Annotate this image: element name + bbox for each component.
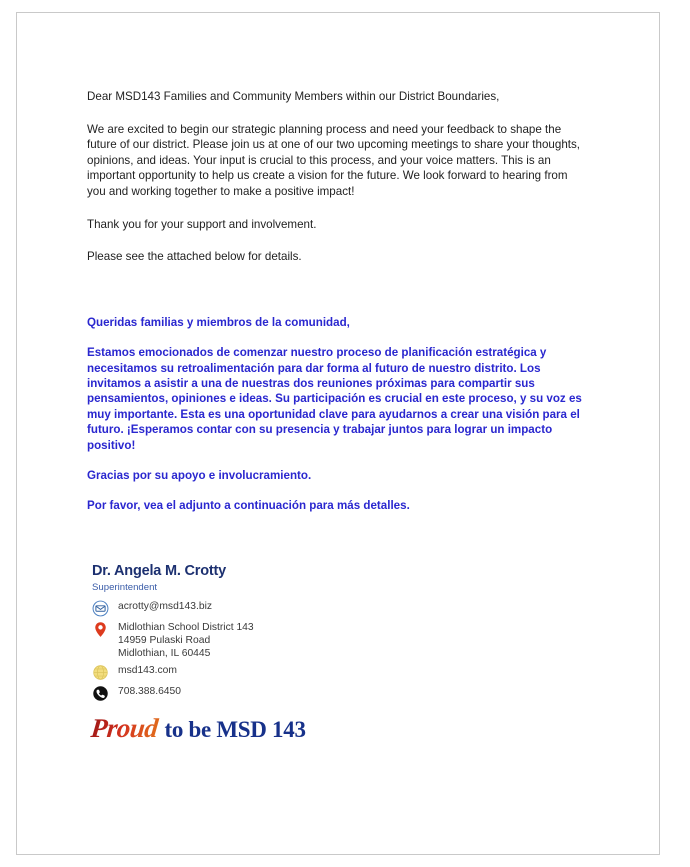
address-line-2: 14959 Pulaski Road	[118, 635, 211, 647]
spanish-letter-block	[87, 315, 587, 514]
signature-phone[interactable]: 708.388.6450	[118, 686, 181, 698]
contact-row-address	[92, 621, 587, 661]
document-page	[16, 12, 660, 855]
signature-block	[89, 562, 587, 745]
envelope-icon	[92, 600, 109, 617]
phone-icon	[92, 685, 109, 702]
contact-row-email	[92, 600, 587, 617]
english-salutation: Dear MSD143 Families and Community Members within our District Boundaries,	[87, 90, 500, 103]
signature-website[interactable]: msd143.com	[118, 665, 177, 677]
spanish-salutation: Queridas familias y miembros de la comunidad,	[87, 315, 350, 329]
address-line-1: Midlothian School District 143	[118, 621, 254, 633]
document-body	[87, 89, 587, 744]
globe-icon	[92, 664, 109, 681]
spanish-paragraph-1: Estamos emocionados de comenzar nuestro proceso de planificación estratégica y necesitamos su retroalimentación para dar forma al futuro de nuestro distrito. Los invitamos a asistir a una de nuestras dos reuniones próximas para compartir sus pensamientos, opiniones e ideas. Su participación es crucial en este proceso, y su voz es muy importante. Esta es una oportunidad clave para ayudarnos a crear una visión para el futuro. ¡Esperamos contar con su presencia y trabajar juntos para lograr un impacto positivo!	[87, 346, 582, 452]
location-pin-icon	[92, 621, 109, 638]
spanish-paragraph-3: Por favor, vea el adjunto a continuación para más detalles.	[87, 499, 410, 513]
english-paragraph-3: Please see the attached below for details.	[87, 250, 302, 264]
english-letter-block	[87, 89, 587, 265]
address-line-3: Midlothian, IL 60445	[118, 648, 211, 660]
english-paragraph-2: Thank you for your support and involvement.	[87, 217, 317, 231]
logo-rest-text: to be MSD 143	[164, 717, 306, 743]
signature-title: Superintendent	[92, 581, 158, 593]
contact-row-website	[92, 664, 587, 681]
signature-email[interactable]: acrotty@msd143.biz	[118, 600, 213, 612]
english-paragraph-1: We are excited to begin our strategic planning process and need your feedback to shape the future of our district. Please join us at one of our two upcoming meetings to share your thoughts, opinions, and ideas. Your input is crucial to this process, and your voice matters. This is an important opportunity to help us create a vision for the future. We look forward to hearing from you and working together to make a positive impact!	[87, 122, 581, 198]
signature-address	[118, 621, 254, 661]
logo-script-word: Proud	[89, 713, 160, 744]
signature-name: Dr. Angela M. Crotty	[92, 562, 227, 579]
contact-row-phone	[92, 685, 587, 702]
spanish-paragraph-2: Gracias por su apoyo e involucramiento.	[87, 469, 312, 482]
msd143-proud-logo	[91, 713, 587, 744]
